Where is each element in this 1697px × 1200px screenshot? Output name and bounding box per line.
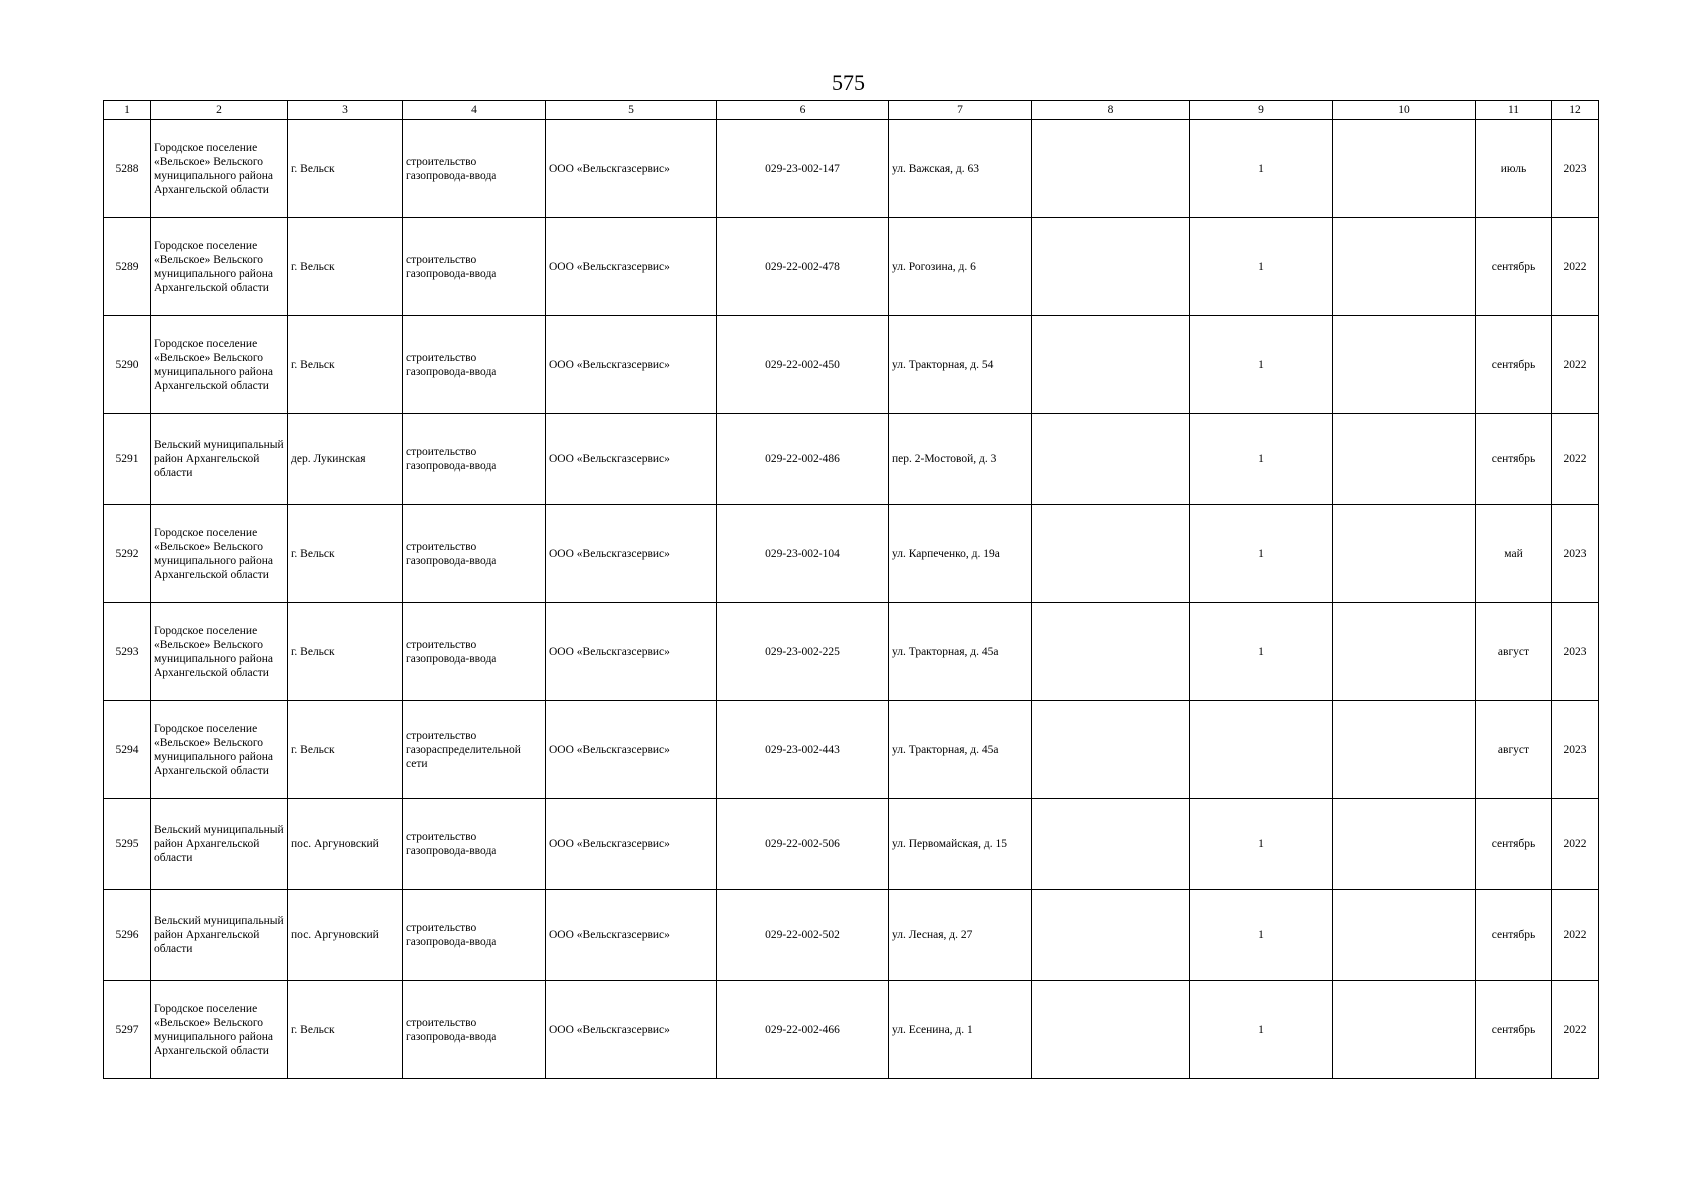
address-cell: ул. Рогозина, д. 6 xyxy=(889,218,1032,316)
register-table xyxy=(103,100,1599,1079)
object-code-cell: 029-22-002-466 xyxy=(717,981,889,1079)
col8-cell xyxy=(1032,316,1190,414)
col10-cell xyxy=(1333,218,1476,316)
col8-cell xyxy=(1032,505,1190,603)
year-cell: 2023 xyxy=(1552,701,1599,799)
organization-cell: ООО «Вельскгазсервис» xyxy=(546,701,717,799)
organization-cell: ООО «Вельскгазсервис» xyxy=(546,799,717,890)
col10-cell xyxy=(1333,890,1476,981)
object-code-cell: 029-22-002-502 xyxy=(717,890,889,981)
municipality-cell: Городское поселение «Вельское» Вельского муниципального района Архангельской области xyxy=(151,316,288,414)
month-cell: сентябрь xyxy=(1476,218,1552,316)
column-header: 6 xyxy=(717,101,889,120)
quantity-cell: 1 xyxy=(1190,603,1333,701)
table-row xyxy=(104,505,1599,603)
quantity-cell xyxy=(1190,701,1333,799)
month-cell: май xyxy=(1476,505,1552,603)
month-cell: июль xyxy=(1476,120,1552,218)
year-cell: 2023 xyxy=(1552,603,1599,701)
work-type-cell: строительство газопровода-ввода xyxy=(403,120,546,218)
column-header: 12 xyxy=(1552,101,1599,120)
organization-cell: ООО «Вельскгазсервис» xyxy=(546,414,717,505)
locality-cell: г. Вельск xyxy=(288,603,403,701)
municipality-cell: Вельский муниципальный район Архангельской области xyxy=(151,414,288,505)
col10-cell xyxy=(1333,603,1476,701)
year-cell: 2022 xyxy=(1552,414,1599,505)
row-number: 5292 xyxy=(104,505,151,603)
column-header: 10 xyxy=(1333,101,1476,120)
column-header: 8 xyxy=(1032,101,1190,120)
quantity-cell: 1 xyxy=(1190,316,1333,414)
row-number: 5289 xyxy=(104,218,151,316)
header-row xyxy=(104,101,1599,120)
quantity-cell: 1 xyxy=(1190,218,1333,316)
address-cell: ул. Тракторная, д. 45а xyxy=(889,603,1032,701)
col10-cell xyxy=(1333,414,1476,505)
col10-cell xyxy=(1333,120,1476,218)
col10-cell xyxy=(1333,981,1476,1079)
locality-cell: г. Вельск xyxy=(288,120,403,218)
work-type-cell: строительство газопровода-ввода xyxy=(403,981,546,1079)
column-header: 4 xyxy=(403,101,546,120)
organization-cell: ООО «Вельскгазсервис» xyxy=(546,218,717,316)
locality-cell: г. Вельск xyxy=(288,316,403,414)
quantity-cell: 1 xyxy=(1190,120,1333,218)
month-cell: август xyxy=(1476,701,1552,799)
object-code-cell: 029-22-002-506 xyxy=(717,799,889,890)
organization-cell: ООО «Вельскгазсервис» xyxy=(546,603,717,701)
locality-cell: г. Вельск xyxy=(288,505,403,603)
row-number: 5293 xyxy=(104,603,151,701)
col8-cell xyxy=(1032,603,1190,701)
organization-cell: ООО «Вельскгазсервис» xyxy=(546,120,717,218)
work-type-cell: строительство газопровода-ввода xyxy=(403,414,546,505)
quantity-cell: 1 xyxy=(1190,981,1333,1079)
col8-cell xyxy=(1032,701,1190,799)
year-cell: 2022 xyxy=(1552,316,1599,414)
table-row xyxy=(104,316,1599,414)
object-code-cell: 029-23-002-443 xyxy=(717,701,889,799)
table-row xyxy=(104,218,1599,316)
year-cell: 2022 xyxy=(1552,890,1599,981)
col8-cell xyxy=(1032,890,1190,981)
table-row xyxy=(104,603,1599,701)
municipality-cell: Городское поселение «Вельское» Вельского муниципального района Архангельской области xyxy=(151,505,288,603)
municipality-cell: Городское поселение «Вельское» Вельского муниципального района Архангельской области xyxy=(151,603,288,701)
month-cell: август xyxy=(1476,603,1552,701)
object-code-cell: 029-23-002-225 xyxy=(717,603,889,701)
table-row xyxy=(104,890,1599,981)
locality-cell: дер. Лукинская xyxy=(288,414,403,505)
col8-cell xyxy=(1032,414,1190,505)
locality-cell: г. Вельск xyxy=(288,218,403,316)
work-type-cell: строительство газопровода-ввода xyxy=(403,890,546,981)
table-row xyxy=(104,414,1599,505)
address-cell: ул. Тракторная, д. 54 xyxy=(889,316,1032,414)
column-header: 2 xyxy=(151,101,288,120)
month-cell: сентябрь xyxy=(1476,890,1552,981)
table-row xyxy=(104,981,1599,1079)
organization-cell: ООО «Вельскгазсервис» xyxy=(546,316,717,414)
year-cell: 2022 xyxy=(1552,218,1599,316)
address-cell: ул. Лесная, д. 27 xyxy=(889,890,1032,981)
work-type-cell: строительство газопровода-ввода xyxy=(403,505,546,603)
municipality-cell: Вельский муниципальный район Архангельской области xyxy=(151,799,288,890)
table-row xyxy=(104,120,1599,218)
locality-cell: пос. Аргуновский xyxy=(288,890,403,981)
column-header: 9 xyxy=(1190,101,1333,120)
month-cell: сентябрь xyxy=(1476,316,1552,414)
municipality-cell: Городское поселение «Вельское» Вельского муниципального района Архангельской области xyxy=(151,120,288,218)
table-row xyxy=(104,701,1599,799)
table-row xyxy=(104,799,1599,890)
col10-cell xyxy=(1333,701,1476,799)
address-cell: ул. Первомайская, д. 15 xyxy=(889,799,1032,890)
page-number: 575 xyxy=(832,70,865,95)
municipality-cell: Вельский муниципальный район Архангельской области xyxy=(151,890,288,981)
organization-cell: ООО «Вельскгазсервис» xyxy=(546,981,717,1079)
quantity-cell: 1 xyxy=(1190,890,1333,981)
address-cell: ул. Тракторная, д. 45а xyxy=(889,701,1032,799)
row-number: 5297 xyxy=(104,981,151,1079)
locality-cell: г. Вельск xyxy=(288,981,403,1079)
municipality-cell: Городское поселение «Вельское» Вельского муниципального района Архангельской области xyxy=(151,218,288,316)
object-code-cell: 029-22-002-478 xyxy=(717,218,889,316)
column-header: 7 xyxy=(889,101,1032,120)
organization-cell: ООО «Вельскгазсервис» xyxy=(546,890,717,981)
col8-cell xyxy=(1032,981,1190,1079)
object-code-cell: 029-22-002-450 xyxy=(717,316,889,414)
col10-cell xyxy=(1333,799,1476,890)
organization-cell: ООО «Вельскгазсервис» xyxy=(546,505,717,603)
month-cell: сентябрь xyxy=(1476,414,1552,505)
col8-cell xyxy=(1032,799,1190,890)
locality-cell: г. Вельск xyxy=(288,701,403,799)
work-type-cell: строительство газопровода-ввода xyxy=(403,316,546,414)
work-type-cell: строительство газопровода-ввода xyxy=(403,799,546,890)
row-number: 5291 xyxy=(104,414,151,505)
address-cell: ул. Карпеченко, д. 19а xyxy=(889,505,1032,603)
row-number: 5294 xyxy=(104,701,151,799)
municipality-cell: Городское поселение «Вельское» Вельского муниципального района Архангельской области xyxy=(151,701,288,799)
year-cell: 2022 xyxy=(1552,799,1599,890)
column-header: 5 xyxy=(546,101,717,120)
year-cell: 2022 xyxy=(1552,981,1599,1079)
row-number: 5290 xyxy=(104,316,151,414)
address-cell: ул. Важская, д. 63 xyxy=(889,120,1032,218)
work-type-cell: строительство газопровода-ввода xyxy=(403,603,546,701)
col8-cell xyxy=(1032,120,1190,218)
col8-cell xyxy=(1032,218,1190,316)
column-header: 1 xyxy=(104,101,151,120)
row-number: 5288 xyxy=(104,120,151,218)
municipality-cell: Городское поселение «Вельское» Вельского муниципального района Архангельской области xyxy=(151,981,288,1079)
object-code-cell: 029-22-002-486 xyxy=(717,414,889,505)
month-cell: сентябрь xyxy=(1476,799,1552,890)
object-code-cell: 029-23-002-147 xyxy=(717,120,889,218)
quantity-cell: 1 xyxy=(1190,505,1333,603)
quantity-cell: 1 xyxy=(1190,799,1333,890)
work-type-cell: строительство газопровода-ввода xyxy=(403,218,546,316)
quantity-cell: 1 xyxy=(1190,414,1333,505)
year-cell: 2023 xyxy=(1552,505,1599,603)
row-number: 5296 xyxy=(104,890,151,981)
address-cell: ул. Есенина, д. 1 xyxy=(889,981,1032,1079)
locality-cell: пос. Аргуновский xyxy=(288,799,403,890)
address-cell: пер. 2-Мостовой, д. 3 xyxy=(889,414,1032,505)
work-type-cell: строительство газораспределительной сети xyxy=(403,701,546,799)
col10-cell xyxy=(1333,316,1476,414)
col10-cell xyxy=(1333,505,1476,603)
object-code-cell: 029-23-002-104 xyxy=(717,505,889,603)
column-header: 3 xyxy=(288,101,403,120)
year-cell: 2023 xyxy=(1552,120,1599,218)
row-number: 5295 xyxy=(104,799,151,890)
column-header: 11 xyxy=(1476,101,1552,120)
month-cell: сентябрь xyxy=(1476,981,1552,1079)
